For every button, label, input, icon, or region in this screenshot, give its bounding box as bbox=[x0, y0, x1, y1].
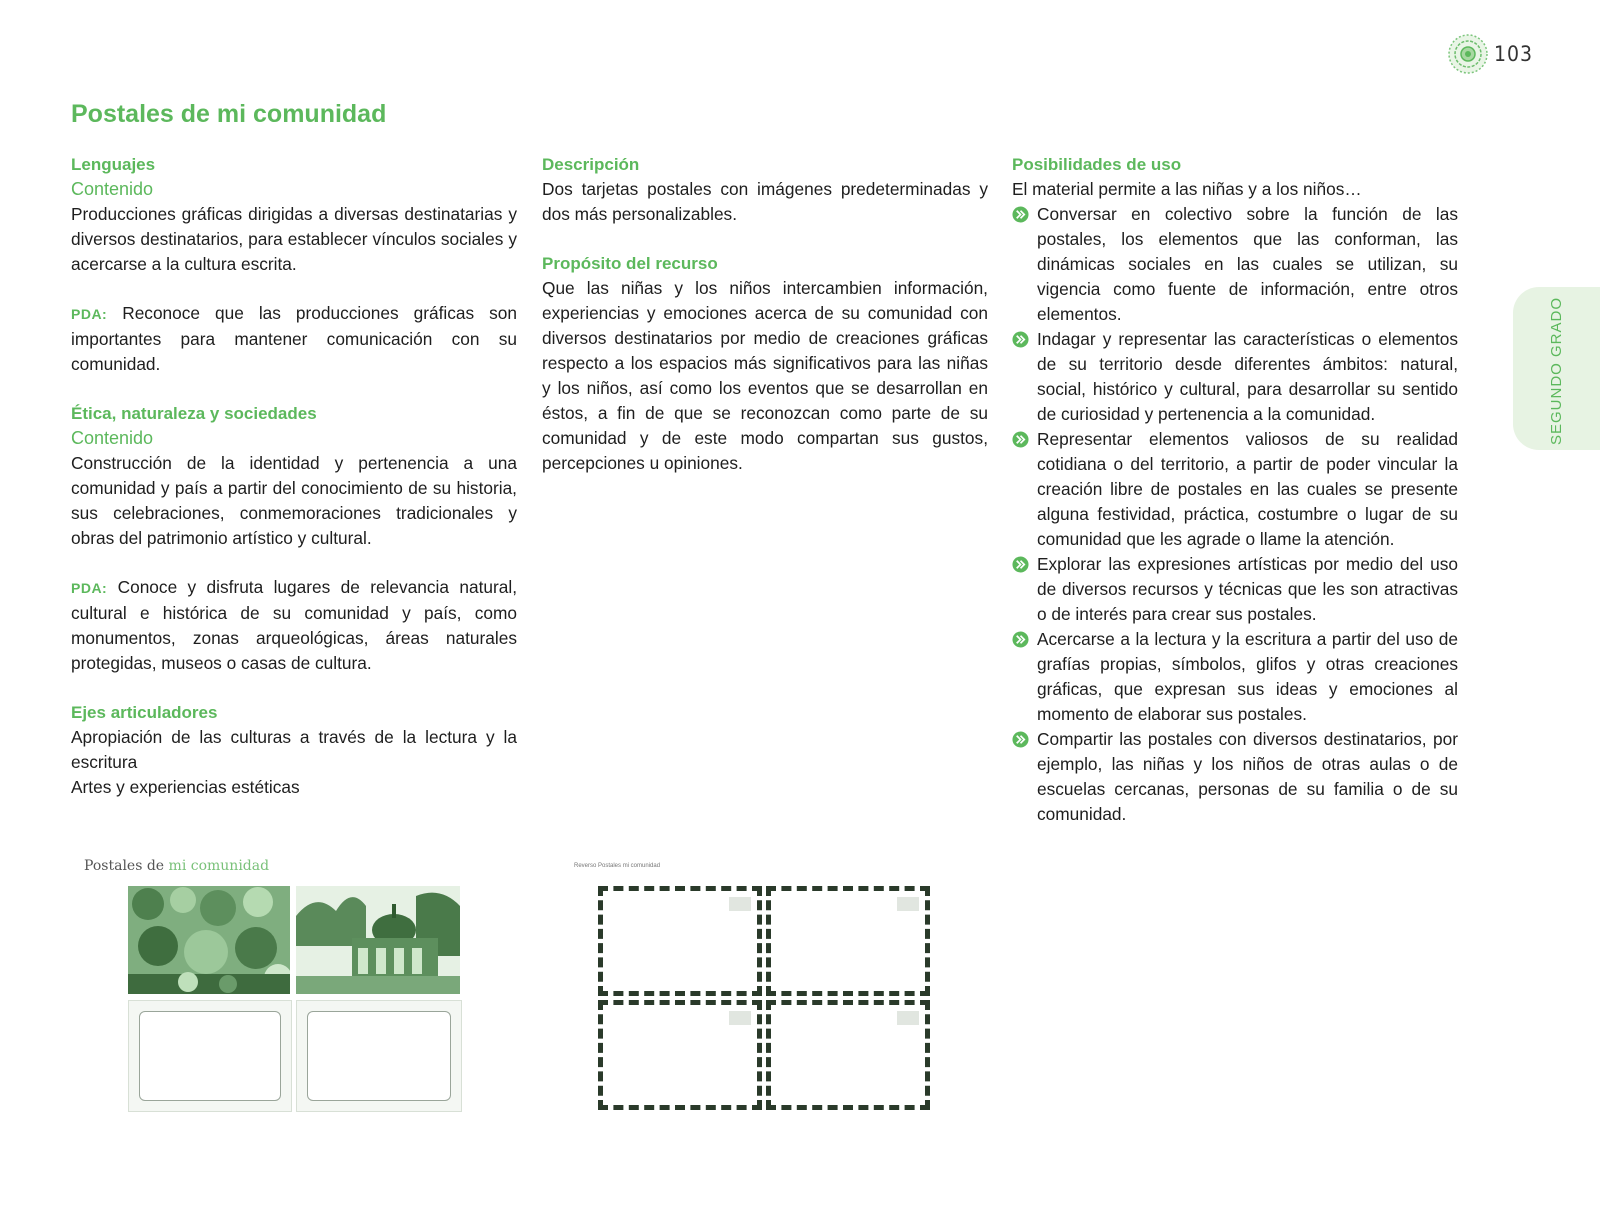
chevron-right-circle-icon bbox=[1012, 431, 1029, 448]
postcard-front-title-a: Postales de bbox=[84, 858, 169, 874]
postcard-back bbox=[766, 886, 930, 996]
postcard-back bbox=[766, 1000, 930, 1110]
list-item-text: Indagar y representar las características o elementos de su territorio desde diferentes ámbitos: natural, social, histórico y cultural, para desarrollar su sentido de curiosidad y pertenencia a la comunidad. bbox=[1037, 329, 1458, 424]
column-left bbox=[71, 152, 517, 800]
proposito-heading: Propósito del recurso bbox=[542, 254, 718, 273]
etica-heading: Ética, naturaleza y sociedades bbox=[71, 404, 317, 423]
column-middle bbox=[542, 152, 988, 476]
ejes-item: Artes y experiencias estéticas bbox=[71, 777, 300, 797]
contenido-text: Construcción de la identidad y pertenencia a una comunidad y país a partir del conocimiento de su historia, sus celebraciones, conmemoraciones tradicionales y obras del patrimonio artístico y cultural. bbox=[71, 453, 517, 548]
descripcion-heading: Descripción bbox=[542, 155, 640, 174]
list-item bbox=[1012, 552, 1458, 627]
chevron-right-circle-icon bbox=[1012, 206, 1029, 223]
page-number: 103 bbox=[1494, 42, 1534, 66]
chevron-right-circle-icon bbox=[1012, 631, 1029, 648]
chevron-right-circle-icon bbox=[1012, 731, 1029, 748]
kiosk-photo bbox=[296, 886, 460, 994]
postcard-front-title-b: mi comunidad bbox=[168, 858, 270, 874]
market-photo-art bbox=[128, 886, 290, 994]
page-number-area bbox=[1448, 34, 1533, 74]
kiosk-photo-art bbox=[296, 886, 460, 994]
contenido-label: Contenido bbox=[71, 428, 154, 448]
list-item bbox=[1012, 327, 1458, 427]
market-photo bbox=[128, 886, 290, 994]
postcard-front-title bbox=[84, 858, 269, 874]
ejes-heading: Ejes articuladores bbox=[71, 703, 218, 722]
pda-paragraph bbox=[71, 575, 517, 676]
blank-postcard-slot bbox=[296, 1000, 462, 1112]
blank-postcard-slot bbox=[128, 1000, 292, 1112]
posibilidades-intro: El material permite a las niñas y a los niños… bbox=[1012, 179, 1362, 199]
pda-label: PDA: bbox=[71, 306, 108, 322]
proposito-text: Que las niñas y los niños intercambien información, experiencias y emociones acerca de su comunidad con diversos destinatarios por medio de creaciones gráficas respecto a los espacios más significativos para las niñas y los niños, así como los eventos que se desarrollan en éstos, a fin de que se reconozcan como parte de su comunidad y de este modo compartan sus gustos, percepciones u opiniones. bbox=[542, 278, 988, 473]
pda-text: Conoce y disfruta lugares de relevancia natural, cultural e histórica de su comunidad y país, como monumentos, zonas arqueológicas, áreas naturales protegidas, museos o casas de cultura. bbox=[71, 577, 517, 673]
chevron-right-circle-icon bbox=[1012, 556, 1029, 573]
contenido-text: Producciones gráficas dirigidas a diversas destinatarias y diversos destinatarios, para establecer vínculos sociales y acercarse a la cultura escrita. bbox=[71, 204, 517, 274]
pda-text: Reconoce que las producciones gráficas son importantes para mantener comunicación con su comunidad. bbox=[71, 303, 517, 374]
chevron-right-circle-icon bbox=[1012, 331, 1029, 348]
stamp-box bbox=[897, 1011, 919, 1025]
pda-paragraph bbox=[71, 301, 517, 377]
list-item-text: Compartir las postales con diversos destinatarios, por ejemplo, las niñas y los niños de otras aulas o de escuelas cercanas, personas de su familia o de su comunidad. bbox=[1037, 729, 1458, 824]
descripcion-text: Dos tarjetas postales con imágenes predeterminadas y dos más personalizables. bbox=[542, 179, 988, 224]
list-item bbox=[1012, 727, 1458, 827]
posibilidades-heading: Posibilidades de uso bbox=[1012, 155, 1182, 174]
list-item bbox=[1012, 627, 1458, 727]
sun-rosette-icon bbox=[1448, 34, 1488, 74]
list-item-text: Representar elementos valiosos de su realidad cotidiana o del territorio, a partir de poder vincular la creación libre de postales en las cuales se presente alguna festividad, práctica, costumbre o lugar de su comunidad que les agrade o llame la atención. bbox=[1037, 429, 1458, 549]
stamp-box bbox=[729, 897, 751, 911]
list-item bbox=[1012, 427, 1458, 552]
grade-side-tab-label: SEGUNDO GRADO bbox=[1548, 296, 1565, 445]
postcard-back bbox=[598, 1000, 762, 1110]
contenido-label: Contenido bbox=[71, 179, 154, 199]
list-item-text: Acercarse a la lectura y la escritura a partir del uso de grafías propias, símbolos, glifos y otras creaciones gráficas, que expresan sus ideas y emociones al momento de elaborar sus postales. bbox=[1037, 629, 1458, 724]
page-title: Postales de mi comunidad bbox=[71, 100, 387, 128]
column-right bbox=[1012, 152, 1458, 827]
list-item-text: Conversar en colectivo sobre la función de las postales, los elementos que las conforman, las dinámicas sociales en las cuales se utilizan, su vigencia como fuente de información, entre otros elementos. bbox=[1037, 204, 1458, 324]
stamp-box bbox=[897, 897, 919, 911]
ejes-item: Apropiación de las culturas a través de la lectura y la escritura bbox=[71, 727, 517, 772]
stamp-box bbox=[729, 1011, 751, 1025]
lenguajes-heading: Lenguajes bbox=[71, 155, 156, 174]
postcard-back bbox=[598, 886, 762, 996]
pda-label: PDA: bbox=[71, 580, 108, 596]
list-item-text: Explorar las expresiones artísticas por medio del uso de diversos recursos y técnicas que les son atractivas o de interés para crear sus postales. bbox=[1037, 554, 1458, 624]
postcard-back-title: Reverso Postales mi comunidad bbox=[574, 863, 661, 869]
posibilidades-list bbox=[1012, 202, 1458, 827]
list-item bbox=[1012, 202, 1458, 327]
